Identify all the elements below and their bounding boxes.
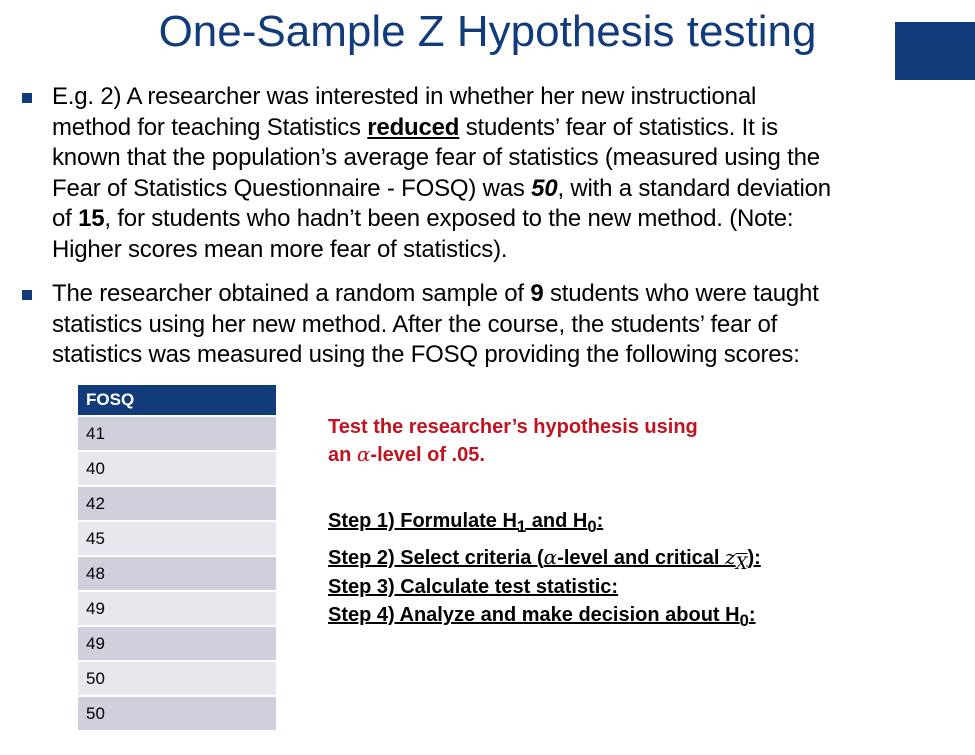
table-row: 50 (78, 697, 276, 732)
alpha-symbol: α (356, 442, 371, 466)
table-row: 50 (78, 662, 276, 697)
b1-line-1: E.g. 2) A researcher was interested in whether her new instructional (52, 83, 757, 110)
bullet-square-icon (22, 93, 32, 103)
step-2: Step 2) Select criteria (α-level and critical $z_X$): (328, 545, 761, 573)
step-1: Step 1) Formulate $H_1$ and $H_0$: (328, 510, 604, 536)
population-mean: 50 (531, 174, 558, 202)
slide-title: One-Sample Z Hypothesis testing (158, 7, 817, 56)
emphasis-reduced: reduced (367, 113, 460, 141)
table-row: 42 (78, 487, 276, 522)
table-header: FOSQ (78, 385, 276, 417)
step-3: Step 3) Calculate test statistic: (328, 576, 619, 598)
table-row: 48 (78, 557, 276, 592)
task-instruction: Test the researcher’s hypothesis using an α-level of .05. (328, 416, 698, 466)
bullet-paragraph-2: The researcher obtained a random sample of 9 students who were taught statistics using her new method. After the course, the students’ fear of statistics was measured using the FOSQ providing the following scores: (52, 280, 819, 368)
bullet-square-icon (22, 290, 32, 300)
table-row: 49 (78, 627, 276, 662)
population-sd: 15 (78, 205, 105, 232)
table-row: 49 (78, 592, 276, 627)
bullet-paragraph-1: E.g. 2) A researcher was interested in whether her new instructional method for teaching Statistics reduced students’ fear of statistics. It is known that the population’s average fear of statistics (measured using the Fear of Statistics Questionnaire - FOSQ) was 50, with a standard deviation of 15, for students who hadn’t been exposed to the new method. (Note: Higher scores mean more fear of statistics). (52, 83, 831, 263)
sample-size: 9 (530, 280, 544, 307)
table-row: 40 (78, 452, 276, 487)
corner-decoration (895, 22, 975, 80)
table-row: 45 (78, 522, 276, 557)
step-4: Step 4) Analyze and make decision about $H_0$: (328, 604, 756, 630)
fosq-scores-table (78, 385, 276, 732)
table-row: 41 (78, 417, 276, 452)
